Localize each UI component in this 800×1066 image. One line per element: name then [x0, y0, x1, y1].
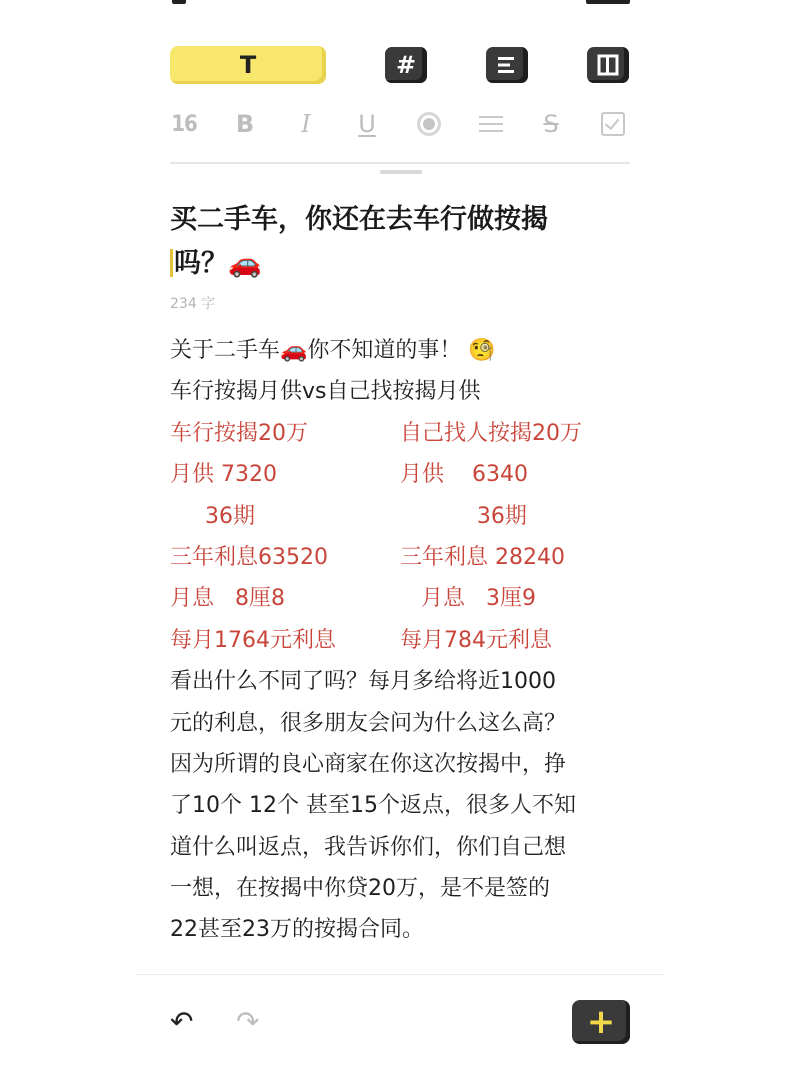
body-line	[170, 785, 640, 826]
left-column-cell: 三年利息63520	[170, 544, 328, 570]
strikethrough-button[interactable]: S	[543, 110, 559, 138]
note-title[interactable]	[170, 198, 630, 286]
text-style-tab[interactable]: T	[170, 46, 326, 84]
body-line	[170, 661, 640, 702]
bottom-divider	[136, 974, 664, 975]
right-column-cell: 月息 3厘9	[400, 586, 536, 612]
line-text: 看出什么不同了吗？每月多给将近1000	[170, 669, 556, 695]
left-column-cell: 36期	[170, 503, 255, 529]
note-body[interactable]	[170, 330, 640, 951]
line-text: 元的利息，很多朋友会问为什么这么高？	[170, 710, 567, 736]
columns-icon	[597, 54, 619, 76]
left-column-cell: 月供 7320	[170, 462, 277, 488]
redo-icon[interactable]: ↷	[236, 1005, 260, 1038]
body-line	[170, 868, 640, 909]
done-button[interactable]	[586, 0, 630, 4]
line-text: 22甚至23万的按揭合同。	[170, 917, 424, 943]
status-bar-clipped	[0, 0, 800, 14]
align-button[interactable]	[478, 108, 504, 140]
title-line-1: 买二手车，你还在去车行做按揭	[170, 204, 548, 235]
toolbar-divider	[170, 162, 630, 164]
body-line	[170, 827, 640, 868]
italic-button[interactable]: I	[301, 110, 311, 138]
body-line	[170, 578, 640, 619]
body-line	[170, 744, 640, 785]
font-size-button[interactable]: 16	[171, 111, 197, 137]
body-line	[170, 496, 640, 537]
body-line	[170, 703, 640, 744]
body-line	[170, 413, 640, 454]
title-line-2: 吗？🚗	[174, 248, 262, 279]
line-text: 车行按揭月供vs自己找按揭月供	[170, 379, 481, 405]
word-count: 234 字	[170, 296, 216, 312]
checkbox-icon	[601, 112, 625, 136]
text-cursor	[170, 249, 173, 277]
paragraph-icon	[496, 55, 518, 75]
text-color-button[interactable]	[416, 108, 442, 140]
body-line	[170, 909, 640, 950]
body-line	[170, 454, 640, 495]
line-text: 关于二手车🚗你不知道的事！ 🧐	[170, 338, 496, 363]
line-text: 了10个 12个 甚至15个返点，很多人不知	[170, 793, 576, 819]
right-column-cell: 三年利息 28240	[400, 544, 565, 570]
right-column-cell: 每月784元利息	[400, 627, 552, 653]
left-column-cell: 月息 8厘8	[170, 586, 285, 612]
body-line	[170, 537, 640, 578]
line-text: 因为所谓的良心商家在你这次按揭中，挣	[170, 751, 567, 777]
left-column-cell: 车行按揭20万	[170, 420, 308, 446]
add-button[interactable]: +	[572, 1000, 630, 1044]
color-dot-icon	[417, 112, 441, 136]
line-text: 道什么叫返点，我告诉你们，你们自己想	[170, 834, 567, 860]
bold-button[interactable]: B	[235, 110, 255, 138]
right-column-cell: 月供 6340	[400, 462, 528, 488]
right-column-cell: 36期	[400, 503, 527, 529]
paragraph-tab[interactable]	[486, 47, 528, 83]
checkbox-button[interactable]	[600, 108, 626, 140]
drag-handle[interactable]	[380, 170, 422, 174]
undo-icon[interactable]: ↶	[170, 1005, 194, 1038]
heading-tab[interactable]: #	[385, 47, 427, 83]
body-line	[170, 371, 640, 412]
line-text: 一想，在按揭中你贷20万，是不是签的	[170, 876, 550, 902]
underline-button[interactable]: U	[358, 110, 376, 138]
left-column-cell: 每月1764元利息	[170, 627, 336, 653]
body-line	[170, 620, 640, 661]
body-line	[170, 330, 640, 371]
back-icon[interactable]	[172, 0, 186, 4]
columns-tab[interactable]	[587, 47, 629, 83]
right-column-cell: 自己找人按揭20万	[400, 420, 582, 446]
